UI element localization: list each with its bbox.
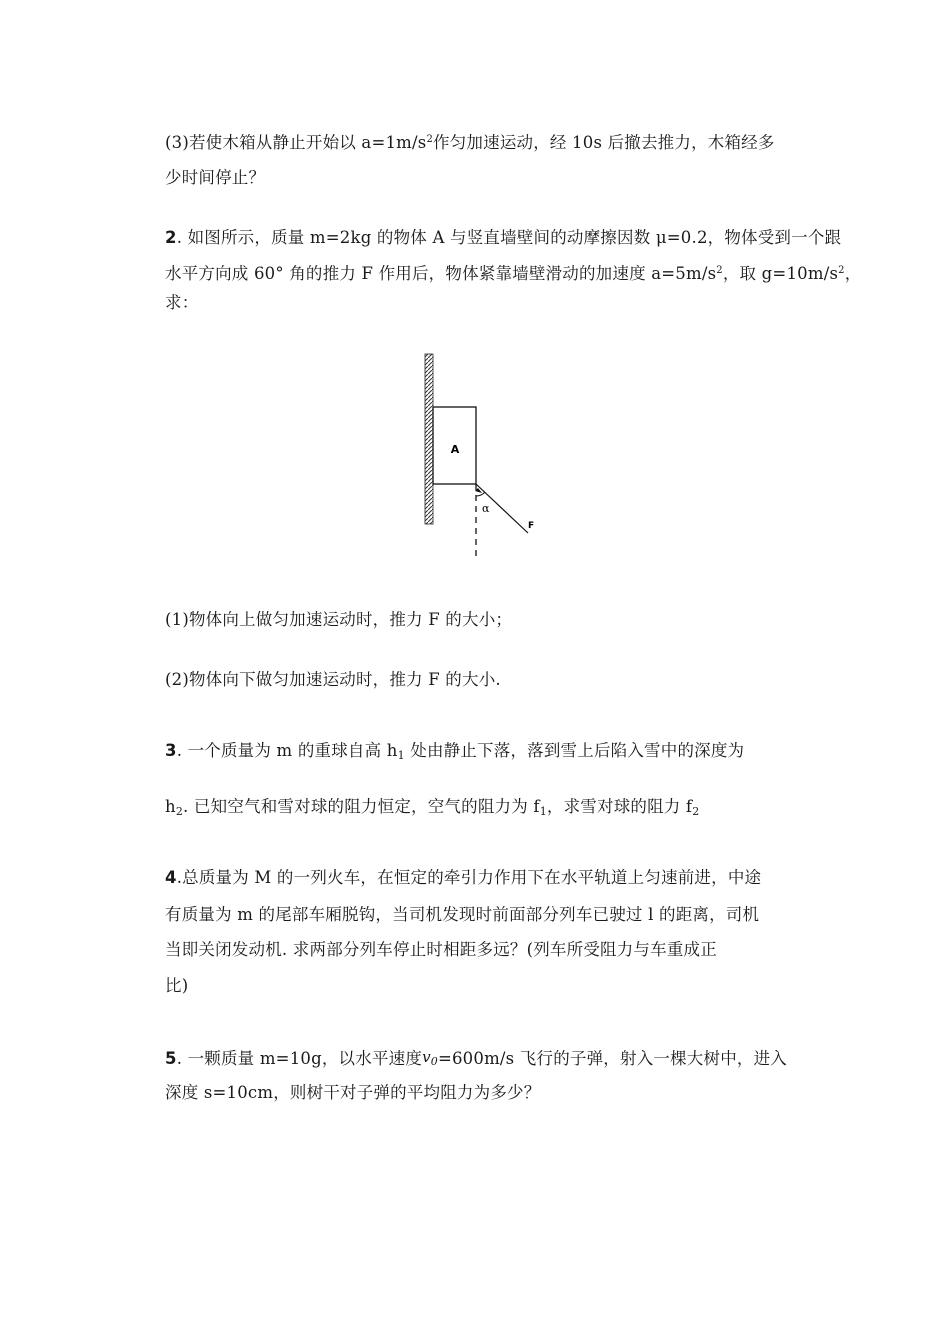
question-number: 5 bbox=[165, 1049, 177, 1068]
q1-part3-line2: 少时间停止？ bbox=[165, 168, 266, 187]
q4-line2: 有质量为 m 的尾部车厢脱钩，当司机发现时前面部分列车已驶过 l 的距离，司机 bbox=[165, 905, 760, 924]
block-label: A bbox=[450, 443, 460, 456]
question-number: 2 bbox=[165, 228, 177, 247]
question-number: 3 bbox=[165, 741, 177, 760]
angle-arc bbox=[476, 492, 485, 496]
q2-line1: 2. 如图所示，质量 m=2kg 的物体 A 与竖直墙壁间的动摩擦因数 μ=0.2，物体受到一个跟 bbox=[165, 228, 842, 247]
q4-line1: 4.总质量为 M 的一列火车，在恒定的牵引力作用下在水平轨道上匀速前进，中途 bbox=[165, 868, 762, 887]
q2-line3: 求： bbox=[165, 293, 199, 312]
question-number: 4 bbox=[165, 868, 177, 887]
q1-part3-line1: (3)若使木箱从静止开始以 $a=1m/s^2$作匀加速运动，经 10s 后撤去推力，木箱经多 bbox=[165, 133, 775, 152]
velocity-symbol: $v_0$ bbox=[422, 1048, 438, 1068]
q3-line1: 3. 一个质量为 m 的重球自高 $h_1$ 处由静止下落，落到雪上后陷入雪中的深度为 bbox=[165, 741, 745, 762]
q4-line4: 比) bbox=[165, 976, 189, 995]
wall bbox=[425, 354, 433, 524]
force-label: F bbox=[528, 521, 535, 531]
q5-line2: 深度 s=10cm，则树干对子弹的平均阻力为多少？ bbox=[165, 1083, 541, 1102]
q2-line2: 水平方向成 60° 角的推力 F 作用后，物体紧靠墙壁滑动的加速度 $a=5m/s^2$，取 $g=10m/s^2$， bbox=[165, 264, 862, 283]
q5-line1: 5. 一颗质量 m=10g，以水平速度$v_0=600m/s$ 飞行的子弹，射入一棵大树中，进入 bbox=[165, 1048, 787, 1068]
angle-label: α bbox=[482, 502, 490, 515]
q2-part2: (2)物体向下做匀加速运动时，推力 F 的大小. bbox=[165, 670, 501, 689]
q3-line2: $h_2$. 已知空气和雪对球的阻力恒定，空气的阻力为 $f_1$，求雪对球的阻力 $f_2$ bbox=[165, 797, 700, 818]
q2-part1: (1)物体向上做匀加速运动时，推力 F 的大小； bbox=[165, 610, 513, 629]
q4-line3: 当即关闭发动机. 求两部分列车停止时相距多远？(列车所受阻力与车重成正 bbox=[165, 940, 717, 959]
wall-block-force-diagram bbox=[420, 350, 550, 565]
